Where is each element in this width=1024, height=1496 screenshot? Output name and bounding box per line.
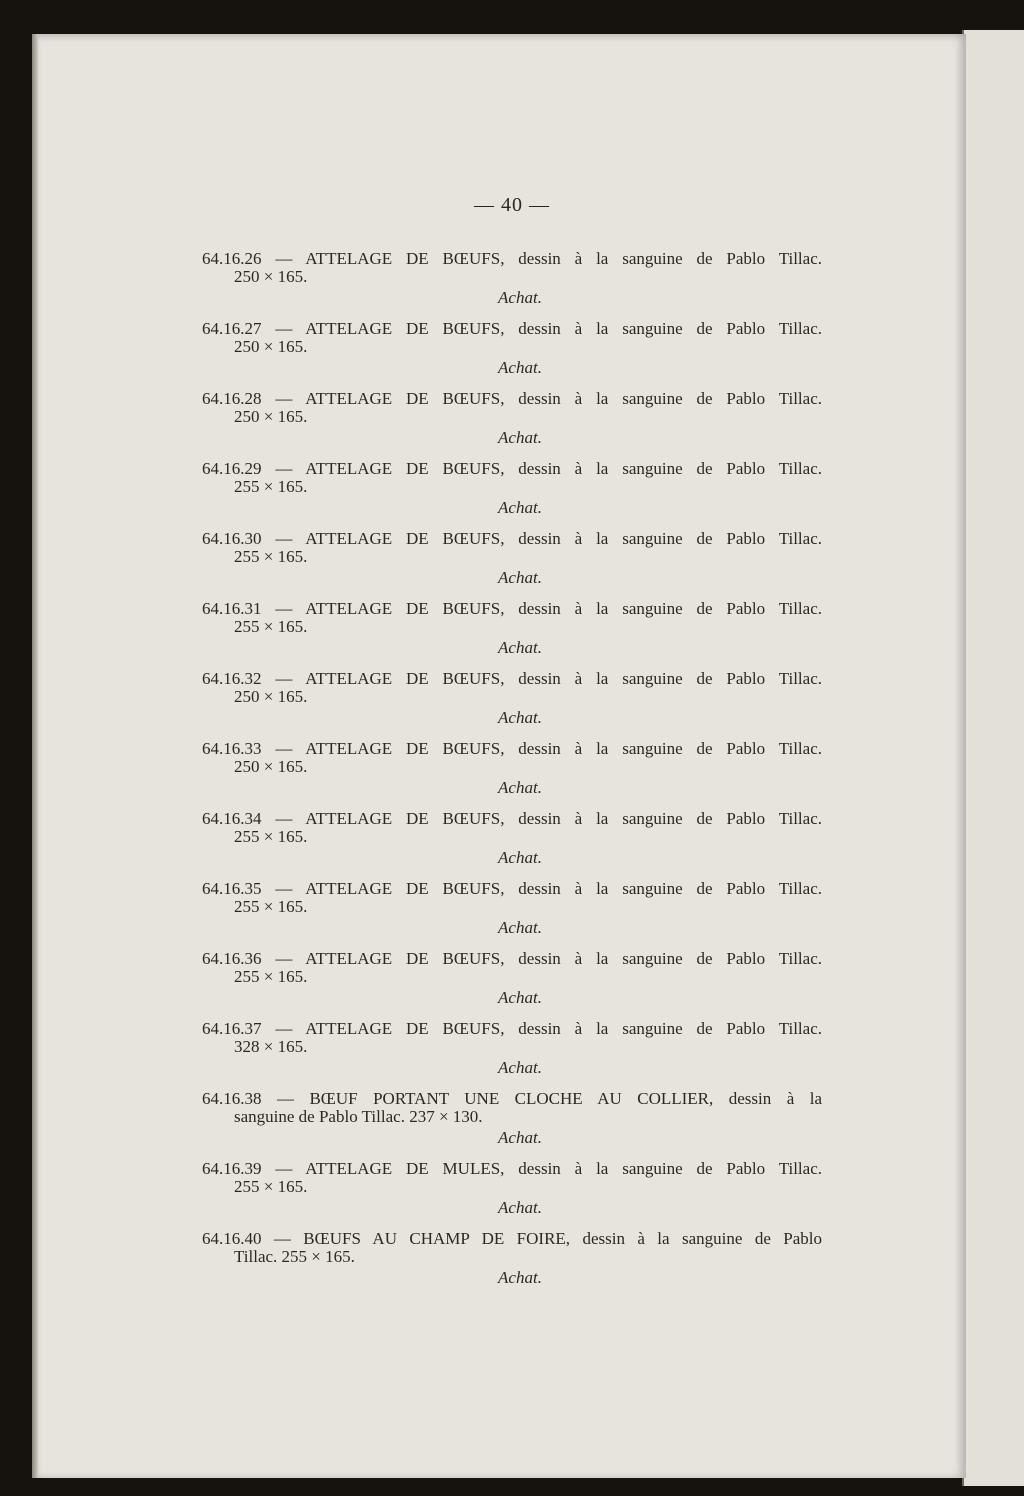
entry-acquisition: Achat. <box>498 638 542 657</box>
entry-acquisition: Achat. <box>498 358 542 377</box>
entry-dimensions: 250 × 165. <box>234 757 308 776</box>
entry-description: 64.16.31 — ATTELAGE DE BŒUFS, dessin à la sanguine de Pablo Tillac. <box>202 599 822 618</box>
entry-description: 64.16.38 — BŒUF PORTANT UNE CLOCHE AU COLLIER, dessin à la <box>202 1089 822 1108</box>
entry-acquisition: Achat. <box>498 988 542 1007</box>
entry-acquisition: Achat. <box>498 708 542 727</box>
entry-acquisition: Achat. <box>498 498 542 517</box>
entry-dimensions: 255 × 165. <box>234 1177 308 1196</box>
entry-acquisition: Achat. <box>498 918 542 937</box>
entry-acquisition: Achat. <box>498 848 542 867</box>
entry-description: 64.16.27 — ATTELAGE DE BŒUFS, dessin à la sanguine de Pablo Tillac. <box>202 319 822 338</box>
catalog-entry <box>202 390 822 448</box>
entry-description: 64.16.29 — ATTELAGE DE BŒUFS, dessin à la sanguine de Pablo Tillac. <box>202 459 822 478</box>
catalog-entry <box>202 1020 822 1078</box>
entry-description: 64.16.26 — ATTELAGE DE BŒUFS, dessin à la sanguine de Pablo Tillac. <box>202 249 822 268</box>
entry-dimensions: 255 × 165. <box>234 477 308 496</box>
entry-acquisition: Achat. <box>498 1058 542 1077</box>
catalog-entry <box>202 950 822 1008</box>
entry-acquisition: Achat. <box>498 1198 542 1217</box>
catalog-entry <box>202 1090 822 1148</box>
entry-dimensions: 328 × 165. <box>234 1037 308 1056</box>
adjacent-page-edge <box>962 30 1024 1486</box>
entry-acquisition: Achat. <box>498 288 542 307</box>
entry-dimensions: 250 × 165. <box>234 267 308 286</box>
entry-description: 64.16.34 — ATTELAGE DE BŒUFS, dessin à la sanguine de Pablo Tillac. <box>202 809 822 828</box>
catalog-entry <box>202 250 822 308</box>
entry-dimensions: 255 × 165. <box>234 967 308 986</box>
entry-description: 64.16.30 — ATTELAGE DE BŒUFS, dessin à la sanguine de Pablo Tillac. <box>202 529 822 548</box>
page-number: — 40 — <box>474 194 550 216</box>
catalog-entries <box>202 250 822 1300</box>
catalog-entry <box>202 1160 822 1218</box>
entry-description: 64.16.37 — ATTELAGE DE BŒUFS, dessin à la sanguine de Pablo Tillac. <box>202 1019 822 1038</box>
catalog-entry <box>202 530 822 588</box>
entry-description: 64.16.33 — ATTELAGE DE BŒUFS, dessin à la sanguine de Pablo Tillac. <box>202 739 822 758</box>
page-spine <box>32 34 38 1478</box>
catalog-entry <box>202 320 822 378</box>
entry-description: 64.16.35 — ATTELAGE DE BŒUFS, dessin à la sanguine de Pablo Tillac. <box>202 879 822 898</box>
entry-dimensions: 255 × 165. <box>234 897 308 916</box>
entry-dimensions: sanguine de Pablo Tillac. 237 × 130. <box>234 1107 483 1126</box>
catalog-entry <box>202 880 822 938</box>
entry-dimensions: 250 × 165. <box>234 687 308 706</box>
entry-description: 64.16.28 — ATTELAGE DE BŒUFS, dessin à la sanguine de Pablo Tillac. <box>202 389 822 408</box>
entry-acquisition: Achat. <box>498 568 542 587</box>
entry-description: 64.16.32 — ATTELAGE DE BŒUFS, dessin à la sanguine de Pablo Tillac. <box>202 669 822 688</box>
entry-dimensions: 255 × 165. <box>234 827 308 846</box>
catalog-entry <box>202 600 822 658</box>
entry-dimensions: 255 × 165. <box>234 547 308 566</box>
entry-description: 64.16.40 — BŒUFS AU CHAMP DE FOIRE, dessin à la sanguine de Pablo <box>202 1229 822 1248</box>
catalog-entry <box>202 460 822 518</box>
entry-description: 64.16.36 — ATTELAGE DE BŒUFS, dessin à la sanguine de Pablo Tillac. <box>202 949 822 968</box>
catalog-entry <box>202 740 822 798</box>
entry-acquisition: Achat. <box>498 1268 542 1287</box>
entry-acquisition: Achat. <box>498 428 542 447</box>
entry-dimensions: 250 × 165. <box>234 337 308 356</box>
entry-acquisition: Achat. <box>498 1128 542 1147</box>
entry-dimensions: 250 × 165. <box>234 407 308 426</box>
entry-dimensions: Tillac. 255 × 165. <box>234 1247 355 1266</box>
catalog-entry <box>202 1230 822 1288</box>
catalog-entry <box>202 670 822 728</box>
catalog-entry <box>202 810 822 868</box>
entry-dimensions: 255 × 165. <box>234 617 308 636</box>
entry-description: 64.16.39 — ATTELAGE DE MULES, dessin à la sanguine de Pablo Tillac. <box>202 1159 822 1178</box>
entry-acquisition: Achat. <box>498 778 542 797</box>
